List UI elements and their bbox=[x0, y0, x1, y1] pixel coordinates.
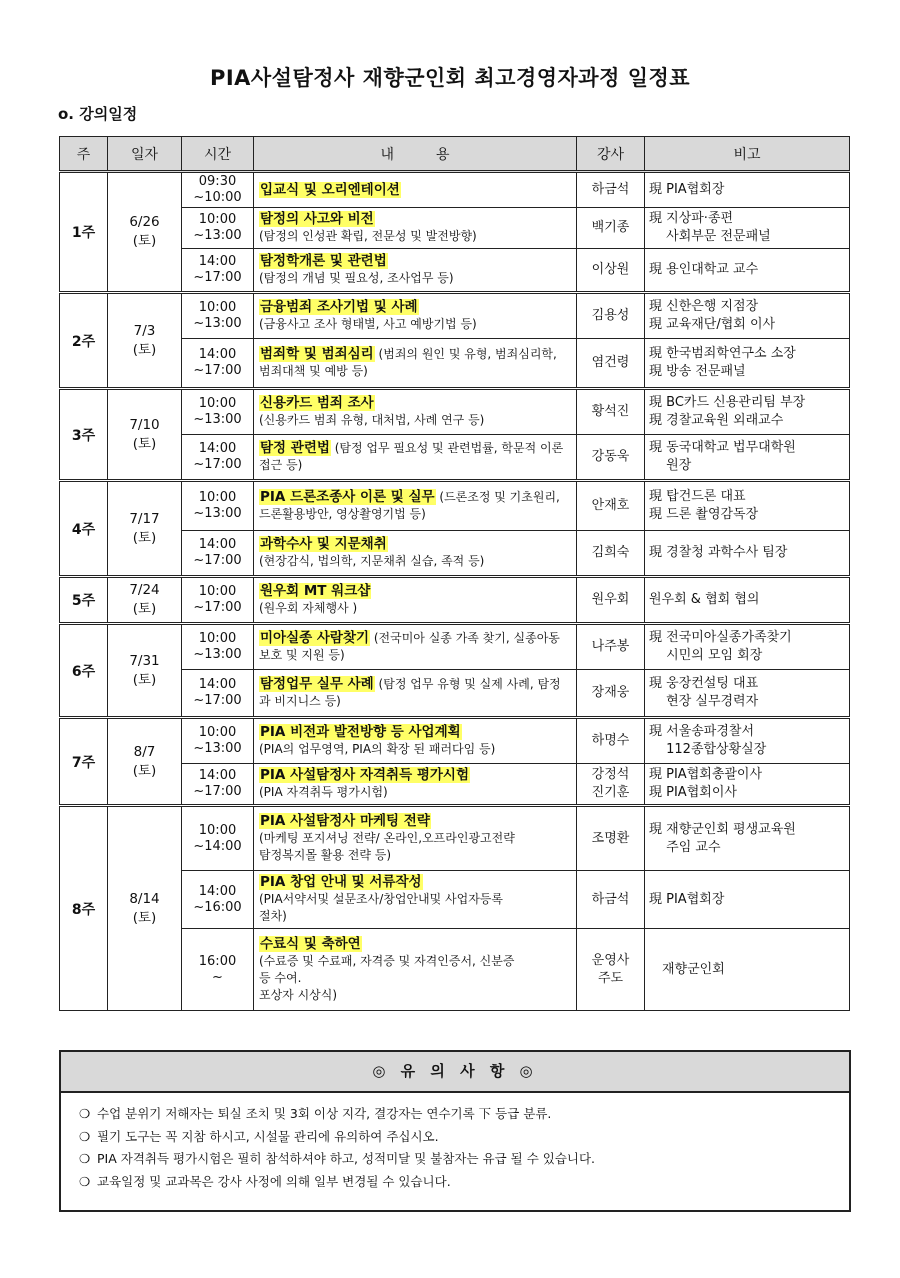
instructor-line: 운영사 bbox=[591, 952, 630, 968]
session-description: 등 수여. bbox=[259, 970, 302, 985]
note-line: 現 재향군인회 평생교육원 bbox=[649, 821, 796, 837]
session-description: (신용카드 범죄 유형, 대처법, 사례 연구 등) bbox=[259, 413, 485, 427]
date-cell bbox=[108, 806, 182, 1011]
instructor-line: 강정석 bbox=[591, 767, 630, 782]
week-cell: 6주 bbox=[60, 624, 108, 718]
session-description: (탐정 업무 필요성 및 관련법률, 학문적 이론접근 등) bbox=[259, 441, 564, 472]
time-line: 14:00 bbox=[198, 677, 237, 692]
content-cell bbox=[254, 481, 577, 531]
note-line: 現 방송 전문패널 bbox=[649, 364, 746, 379]
time-line: ~13:00 bbox=[193, 228, 242, 243]
notice-text: PIA 자격취득 평가시험은 필히 참석하셔야 하고, 성적미달 및 불참자는 유급 될 수 있습니다. bbox=[97, 1151, 596, 1166]
instructor-line: 김용성 bbox=[591, 308, 630, 323]
session-row bbox=[60, 172, 850, 208]
date-cell bbox=[108, 624, 182, 718]
content-cell bbox=[254, 718, 577, 764]
session-description: (전국미아 실종 가족 찾기, 실종아동 보호 및 지원 등) bbox=[259, 631, 560, 662]
session-row bbox=[60, 293, 850, 339]
date-line: 6/26 bbox=[129, 214, 160, 230]
schedule-table bbox=[59, 136, 850, 1011]
time-cell bbox=[182, 531, 254, 577]
instructor-line: 하금석 bbox=[591, 182, 630, 197]
bullet-icon: ❍ bbox=[79, 1128, 91, 1144]
instructor-cell bbox=[577, 871, 645, 929]
session-description: (현장감식, 법의학, 지문채취 실습, 족적 등) bbox=[259, 554, 485, 568]
instructor-cell bbox=[577, 718, 645, 764]
date-line: 7/10 bbox=[129, 416, 160, 433]
week-cell: 8주 bbox=[60, 806, 108, 1011]
time-line: ~13:00 bbox=[193, 316, 242, 331]
note-line: 원장 bbox=[649, 458, 692, 473]
content-cell bbox=[254, 806, 577, 871]
time-line: ~16:00 bbox=[193, 899, 242, 915]
session-description: (마케팅 포지셔닝 전략/ 온라인,오프라인광고전략 bbox=[259, 831, 515, 845]
time-line: ~17:00 bbox=[193, 600, 242, 615]
instructor-cell bbox=[577, 670, 645, 718]
date-line: 8/7 bbox=[133, 743, 156, 760]
date-cell bbox=[108, 389, 182, 481]
session-row bbox=[60, 389, 850, 435]
notice-item bbox=[79, 1126, 849, 1149]
content-cell bbox=[254, 929, 577, 1011]
schedule-body bbox=[60, 172, 850, 1011]
time-cell bbox=[182, 764, 254, 806]
time-cell bbox=[182, 249, 254, 293]
time-line: ~13:00 bbox=[193, 506, 242, 521]
time-cell bbox=[182, 577, 254, 624]
week-cell: 3주 bbox=[60, 389, 108, 481]
note-cell bbox=[645, 871, 850, 929]
note-line: 現 경찰교육원 외래교수 bbox=[649, 413, 784, 428]
session-row bbox=[60, 718, 850, 764]
session-description: 절차) bbox=[259, 909, 287, 923]
session-title: 탐정 관련법 bbox=[260, 440, 330, 456]
note-cell bbox=[645, 624, 850, 670]
time-line: 14:00 bbox=[198, 441, 237, 456]
instructor-cell bbox=[577, 481, 645, 531]
instructor-cell bbox=[577, 249, 645, 293]
note-cell bbox=[645, 718, 850, 764]
note-line: 現 서울송파경찰서 bbox=[649, 724, 755, 739]
session-title: PIA 비전과 발전방향 등 사업계획 bbox=[260, 724, 461, 740]
instructor-line: 나주봉 bbox=[591, 639, 630, 654]
notice-text: 필기 도구는 꼭 지참 하시고, 시설물 관리에 유의하여 주십시오. bbox=[97, 1128, 439, 1144]
note-line: 現 동국대학교 법무대학원 bbox=[649, 440, 796, 455]
note-line: 現 지상파·종편 bbox=[649, 211, 734, 226]
note-cell bbox=[645, 531, 850, 577]
note-line: 현장 실무경력자 bbox=[649, 694, 759, 709]
instructor-cell bbox=[577, 208, 645, 249]
date-cell bbox=[108, 172, 182, 293]
time-line: 10:00 bbox=[198, 396, 237, 411]
note-cell bbox=[645, 481, 850, 531]
session-title: PIA 사설탐정사 마케팅 전략 bbox=[260, 813, 430, 829]
instructor-cell bbox=[577, 764, 645, 806]
note-line: 現 PIA협회장 bbox=[649, 182, 725, 197]
note-line: 現 신한은행 지점장 bbox=[649, 299, 759, 314]
notice-box bbox=[59, 1050, 851, 1212]
notice-title: ◎ 유 의 사 항 ◎ bbox=[61, 1052, 849, 1093]
time-line: 14:00 bbox=[198, 768, 237, 783]
time-line: 14:00 bbox=[198, 254, 237, 269]
session-title: 수료식 및 축하연 bbox=[260, 935, 361, 952]
session-title: 금융범죄 조사기법 및 사례 bbox=[260, 299, 418, 315]
note-line: 원우회 & 협회 협의 bbox=[649, 592, 760, 607]
date-line: (토) bbox=[132, 233, 157, 249]
time-line: ~13:00 bbox=[193, 741, 242, 756]
content-cell bbox=[254, 871, 577, 929]
date-line: 7/17 bbox=[129, 510, 160, 527]
time-line: 14:00 bbox=[198, 347, 237, 362]
note-line: 現 탑건드론 대표 bbox=[649, 489, 746, 504]
time-cell bbox=[182, 172, 254, 208]
session-description: 포상자 시상식) bbox=[259, 987, 338, 1002]
instructor-line: 장재웅 bbox=[591, 685, 630, 700]
header-note: 비고 bbox=[645, 137, 850, 172]
time-cell bbox=[182, 389, 254, 435]
note-cell bbox=[645, 172, 850, 208]
note-cell bbox=[645, 435, 850, 481]
instructor-cell bbox=[577, 531, 645, 577]
session-title: 탐정의 사고와 비전 bbox=[260, 211, 374, 227]
note-line: 現 PIA협회총괄이사 bbox=[649, 767, 763, 782]
instructor-line: 하명수 bbox=[591, 733, 630, 748]
note-line: 現 드론 촬영감독장 bbox=[649, 507, 759, 522]
date-line: (토) bbox=[132, 435, 157, 452]
time-line: 10:00 bbox=[198, 490, 237, 505]
header-content: 내 용 bbox=[254, 137, 577, 172]
session-title: 탐정학개론 및 관련법 bbox=[260, 253, 387, 269]
time-cell bbox=[182, 208, 254, 249]
week-cell: 5주 bbox=[60, 577, 108, 624]
session-description: (수료증 및 수료패, 자격증 및 자격인증서, 신분증 bbox=[259, 953, 515, 968]
week-cell: 1주 bbox=[60, 172, 108, 293]
instructor-cell bbox=[577, 293, 645, 339]
date-line: (토) bbox=[132, 341, 157, 358]
note-cell bbox=[645, 208, 850, 249]
session-description: (탐정의 인성관 확립, 전문성 및 발전방향) bbox=[259, 229, 477, 243]
date-cell bbox=[108, 293, 182, 389]
content-cell bbox=[254, 577, 577, 624]
session-title: 탐정업무 실무 사례 bbox=[260, 676, 374, 692]
content-cell bbox=[254, 293, 577, 339]
instructor-line: 원우회 bbox=[591, 592, 630, 607]
date-line: (토) bbox=[132, 529, 157, 546]
time-cell bbox=[182, 806, 254, 871]
session-description: (PIA 자격취득 평가시험) bbox=[259, 785, 388, 799]
instructor-line: 김희숙 bbox=[591, 545, 630, 560]
time-line: 10:00 bbox=[198, 584, 237, 599]
note-line: 現 경찰청 과학수사 팀장 bbox=[649, 545, 788, 560]
instructor-line: 주도 bbox=[597, 970, 624, 986]
notice-text: 교육일정 및 교과목은 강사 사정에 의해 일부 변경될 수 있습니다. bbox=[97, 1173, 451, 1189]
time-line: ~17:00 bbox=[193, 693, 242, 708]
note-line: 現 용인대학교 교수 bbox=[649, 262, 759, 277]
time-line: ~14:00 bbox=[193, 838, 242, 854]
note-cell bbox=[645, 806, 850, 871]
time-line: 16:00 bbox=[198, 953, 237, 969]
page-title: PIA사설탐정사 재향군인회 최고경영자과정 일정표 bbox=[209, 66, 691, 90]
instructor-line: 강동욱 bbox=[591, 449, 630, 464]
session-description: (탐정 업무 유형 및 실제 사례, 탐정과 비지니스 등) bbox=[259, 677, 561, 708]
time-cell bbox=[182, 339, 254, 389]
content-cell bbox=[254, 670, 577, 718]
note-line: 現 전국미아실종가족찾기 bbox=[649, 630, 792, 645]
note-line: 주임 교수 bbox=[649, 839, 721, 855]
header-row bbox=[60, 137, 850, 172]
time-cell bbox=[182, 718, 254, 764]
content-cell bbox=[254, 172, 577, 208]
date-line: 8/14 bbox=[129, 890, 160, 907]
note-cell bbox=[645, 339, 850, 389]
session-description: (드론조정 및 기초원리, 드론활용방안, 영상촬영기법 등) bbox=[259, 490, 560, 521]
notice-list bbox=[61, 1093, 849, 1193]
instructor-line: 진기훈 bbox=[591, 785, 630, 800]
note-line: 現 교육재단/협회 이사 bbox=[649, 317, 776, 332]
instructor-cell bbox=[577, 577, 645, 624]
date-line: (토) bbox=[132, 671, 157, 688]
time-cell bbox=[182, 624, 254, 670]
content-cell bbox=[254, 208, 577, 249]
time-line: 14:00 bbox=[198, 537, 237, 552]
header-time: 시간 bbox=[182, 137, 254, 172]
time-cell bbox=[182, 293, 254, 339]
session-row bbox=[60, 806, 850, 871]
content-cell bbox=[254, 624, 577, 670]
time-cell bbox=[182, 481, 254, 531]
week-cell: 7주 bbox=[60, 718, 108, 806]
session-title: 범죄학 및 범죄심리 bbox=[260, 346, 374, 362]
time-line: 09:30 bbox=[198, 174, 237, 189]
instructor-line: 이상원 bbox=[591, 262, 630, 277]
instructor-line: 염건령 bbox=[591, 355, 630, 370]
instructor-cell bbox=[577, 435, 645, 481]
time-cell bbox=[182, 929, 254, 1011]
session-title: PIA 창업 안내 및 서류작성 bbox=[260, 874, 422, 890]
instructor-cell bbox=[577, 624, 645, 670]
instructor-line: 황석진 bbox=[591, 404, 630, 419]
date-line: (토) bbox=[132, 601, 157, 617]
section-heading: o. 강의일정 bbox=[58, 105, 138, 123]
bullet-icon: ❍ bbox=[79, 1151, 91, 1166]
time-line: ~17:00 bbox=[193, 363, 242, 378]
content-cell bbox=[254, 389, 577, 435]
instructor-cell bbox=[577, 806, 645, 871]
note-cell bbox=[645, 389, 850, 435]
note-line: 시민의 모임 회장 bbox=[649, 648, 763, 663]
session-description: (원우회 자체행사 ) bbox=[259, 601, 358, 615]
notice-item bbox=[79, 1148, 849, 1171]
session-row bbox=[60, 577, 850, 624]
note-cell bbox=[645, 577, 850, 624]
session-description: (범죄의 원인 및 유형, 범죄심리학, 범죄대책 및 예방 등) bbox=[259, 347, 557, 378]
time-line: ~10:00 bbox=[193, 190, 242, 205]
time-line: ~17:00 bbox=[193, 457, 242, 472]
instructor-line: 백기종 bbox=[591, 220, 630, 235]
time-line: ~17:00 bbox=[193, 270, 242, 285]
date-line: 7/31 bbox=[129, 652, 160, 669]
session-title: 과학수사 및 지문채취 bbox=[260, 536, 387, 552]
time-line: 10:00 bbox=[198, 300, 237, 315]
time-line: 10:00 bbox=[198, 631, 237, 646]
date-cell bbox=[108, 718, 182, 806]
session-description: (PIA의 업무영역, PIA의 확장 된 패러다임 등) bbox=[259, 742, 496, 756]
time-line: 10:00 bbox=[198, 212, 237, 227]
note-line: 사회부문 전문패널 bbox=[649, 229, 771, 244]
time-line: ~13:00 bbox=[193, 647, 242, 662]
note-cell bbox=[645, 249, 850, 293]
session-title: PIA 사설탐정사 자격취득 평가시험 bbox=[260, 767, 469, 783]
time-cell bbox=[182, 435, 254, 481]
time-line: ~13:00 bbox=[193, 412, 242, 427]
time-cell bbox=[182, 871, 254, 929]
note-line: 現 BC카드 신용관리팀 부장 bbox=[649, 395, 806, 410]
session-title: PIA 드론조종사 이론 및 실무 bbox=[260, 489, 435, 505]
time-line: 10:00 bbox=[198, 822, 237, 838]
note-line: 112종합상황실장 bbox=[649, 742, 767, 757]
date-line: (토) bbox=[132, 909, 157, 926]
date-cell bbox=[108, 577, 182, 624]
date-cell bbox=[108, 481, 182, 577]
date-line: 7/24 bbox=[129, 582, 160, 598]
instructor-line: 하금석 bbox=[591, 891, 630, 907]
instructor-cell bbox=[577, 389, 645, 435]
notice-text: 수업 분위기 저해자는 퇴실 조치 및 3회 이상 지각, 결강자는 연수기록 下 등급 분류. bbox=[97, 1106, 552, 1121]
week-cell: 4주 bbox=[60, 481, 108, 577]
notice-item bbox=[79, 1103, 849, 1126]
session-title: 신용카드 범죄 조사 bbox=[260, 395, 374, 411]
note-cell bbox=[645, 670, 850, 718]
date-line: (토) bbox=[132, 762, 157, 779]
note-cell bbox=[645, 929, 850, 1011]
note-line: 現 한국범죄학연구소 소장 bbox=[649, 346, 796, 361]
instructor-line: 안재호 bbox=[591, 498, 630, 513]
session-description: (PIA서약서및 설문조사/창업안내및 사업자등록 bbox=[259, 892, 503, 906]
bullet-icon: ❍ bbox=[79, 1106, 91, 1121]
note-line: 재향군인회 bbox=[649, 961, 725, 977]
instructor-cell bbox=[577, 929, 645, 1011]
session-description: (금융사고 조사 형태별, 사고 예방기법 등) bbox=[259, 317, 477, 331]
date-line: 7/3 bbox=[133, 322, 156, 339]
content-cell bbox=[254, 531, 577, 577]
header-instructor: 강사 bbox=[577, 137, 645, 172]
session-row bbox=[60, 624, 850, 670]
time-line: 10:00 bbox=[198, 725, 237, 740]
bullet-icon: ❍ bbox=[79, 1173, 91, 1189]
note-line: 現 PIA협회장 bbox=[649, 891, 725, 907]
header-week: 주 bbox=[60, 137, 108, 172]
session-title: 입교식 및 오리엔테이션 bbox=[260, 181, 400, 198]
content-cell bbox=[254, 339, 577, 389]
session-title: 원우회 MT 워크샵 bbox=[260, 583, 371, 599]
instructor-line: 조명환 bbox=[591, 830, 630, 846]
time-line: 14:00 bbox=[198, 883, 237, 899]
session-description: 탐정복지몰 활용 전략 등) bbox=[259, 848, 392, 862]
time-cell bbox=[182, 670, 254, 718]
session-title: 미아실종 사람찾기 bbox=[260, 630, 370, 646]
note-line: 現 PIA협회이사 bbox=[649, 785, 737, 800]
time-line: ~17:00 bbox=[193, 553, 242, 568]
notice-item bbox=[79, 1171, 849, 1194]
content-cell bbox=[254, 249, 577, 293]
time-line: ~ bbox=[212, 969, 223, 985]
note-line: 現 웅장컨설팅 대표 bbox=[649, 676, 759, 691]
instructor-cell bbox=[577, 172, 645, 208]
header-date: 일자 bbox=[108, 137, 182, 172]
note-cell bbox=[645, 764, 850, 806]
note-cell bbox=[645, 293, 850, 339]
session-row bbox=[60, 481, 850, 531]
session-description: (탐정의 개념 및 필요성, 조사업무 등) bbox=[259, 271, 454, 285]
time-line: ~17:00 bbox=[193, 784, 242, 799]
week-cell: 2주 bbox=[60, 293, 108, 389]
content-cell bbox=[254, 435, 577, 481]
content-cell bbox=[254, 764, 577, 806]
instructor-cell bbox=[577, 339, 645, 389]
